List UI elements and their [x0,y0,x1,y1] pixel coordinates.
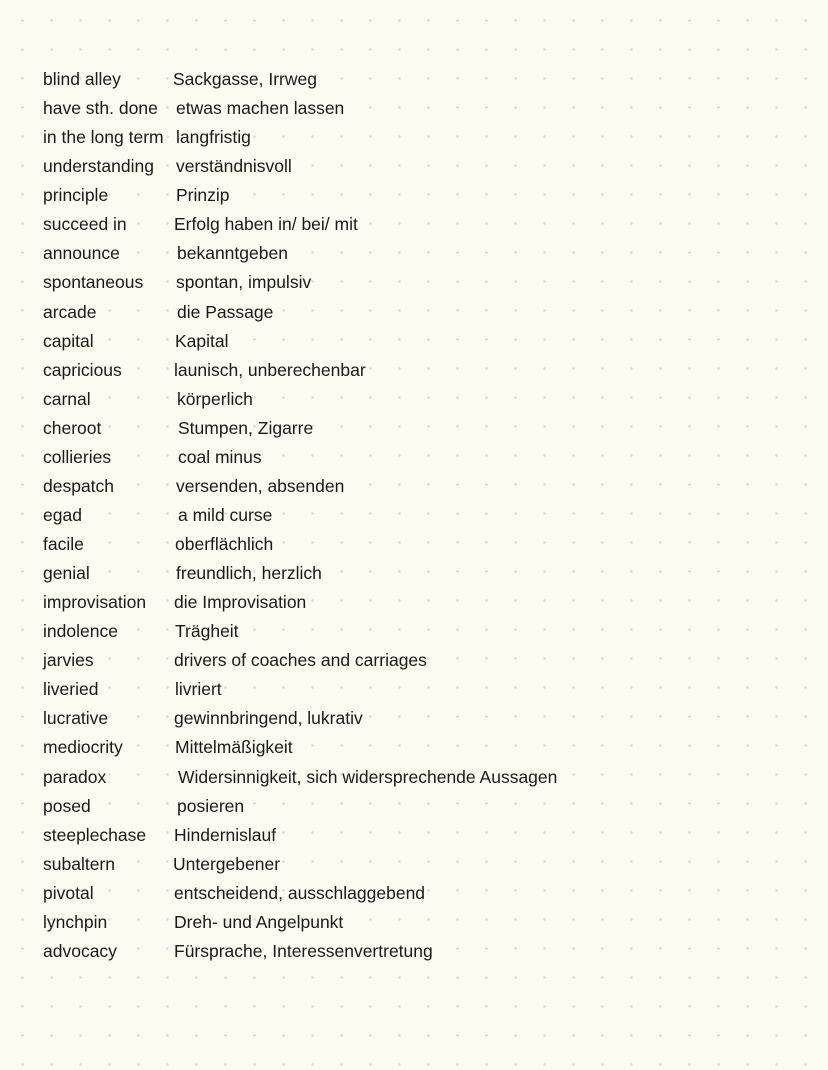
vocab-translation: drivers of coaches and carriages [174,650,427,671]
vocab-translation: a mild curse [178,504,273,525]
vocab-row [0,645,828,674]
vocab-row [0,762,828,791]
vocab-term: steeplechase [43,824,147,845]
vocab-term: egad [43,504,82,525]
vocab-term: understanding [43,156,154,177]
vocab-translation: oberflächlich [175,534,274,554]
vocab-row [0,471,828,500]
vocab-translation: Dreh- und Angelpunkt [174,911,344,932]
vocab-term: lucrative [43,708,109,729]
vocab-translation: Widersinnigkeit, sich widersprechende Aussagen [178,766,558,787]
vocab-row [0,616,828,645]
vocab-row [0,529,828,558]
vocab-term: principle [43,185,109,206]
vocab-row [0,151,828,180]
vocab-translation: entscheidend, ausschlaggebend [174,882,426,903]
vocab-translation: verständnisvoll [176,156,292,177]
vocab-term: advocacy [43,940,117,961]
vocab-translation: gewinnbringend, lukrativ [174,708,363,729]
vocab-translation: Prinzip [176,185,230,206]
vocab-term: jarvies [43,650,94,671]
vocab-row [0,297,828,326]
vocab-term: improvisation [43,592,147,613]
vocab-translation: die Passage [177,301,274,322]
vocab-translation: freundlich, herzlich [176,563,322,584]
vocab-term: mediocrity [43,737,123,758]
vocab-term: genial [43,563,90,584]
vocab-term: arcade [43,301,97,322]
vocab-term: pivotal [43,882,94,903]
vocab-row [0,93,828,122]
vocab-row [0,500,828,529]
vocab-translation: Hindernislauf [174,824,277,845]
vocab-term: announce [43,243,120,264]
vocab-row [0,820,828,849]
vocab-term: in the long term [43,127,164,148]
vocab-translation: livriert [175,679,222,700]
vocab-translation: etwas machen lassen [176,98,345,119]
vocab-translation: bekanntgeben [177,243,288,264]
vocab-row [0,587,828,616]
vocab-term: have sth. done [43,98,158,119]
vocab-row [0,384,828,413]
vocabulary-list [0,64,828,965]
vocab-translation: coal minus [178,446,262,467]
vocab-translation: posieren [177,795,245,816]
vocab-row [0,674,828,703]
vocab-translation: spontan, impulsiv [176,272,312,293]
vocab-translation: versenden, absenden [176,475,345,496]
vocab-row [0,878,828,907]
vocab-translation: Erfolg haben in/ bei/ mit [174,214,358,235]
vocab-row [0,180,828,209]
vocab-term: capital [43,330,94,351]
vocab-translation: körperlich [177,388,253,409]
vocab-term: cheroot [43,417,102,438]
vocab-term: succeed in [43,214,127,235]
vocab-row [0,791,828,820]
vocab-translation: Trägheit [175,621,239,642]
vocab-translation: Untergebener [173,853,281,874]
vocab-translation: Fürsprache, Interessenvertretung [174,940,433,961]
vocab-translation: launisch, unberechenbar [174,359,366,380]
vocab-row [0,64,828,93]
vocab-row [0,703,828,732]
vocab-row [0,558,828,587]
vocab-term: posed [43,795,91,816]
vocab-row [0,267,828,296]
vocab-row [0,732,828,761]
vocab-term: lynchpin [43,911,108,932]
vocab-translation: Sackgasse, Irrweg [173,69,317,89]
vocab-row [0,849,828,878]
vocab-row [0,326,828,355]
vocab-term: paradox [43,766,107,787]
vocab-row [0,413,828,442]
vocab-term: carnal [43,388,91,409]
vocab-translation: Stumpen, Zigarre [178,417,314,438]
vocab-term: despatch [43,475,115,496]
vocab-row [0,907,828,936]
vocab-term: blind alley [43,69,121,89]
vocab-term: spontaneous [43,272,144,293]
vocab-row [0,442,828,471]
vocab-term: facile [43,534,84,554]
vocab-row [0,936,828,965]
vocab-term: subaltern [43,853,115,874]
vocab-term: indolence [43,621,118,642]
vocab-translation: Kapital [175,330,229,351]
vocab-translation: die Improvisation [174,592,307,613]
vocab-row [0,355,828,384]
vocab-row [0,238,828,267]
vocab-row [0,122,828,151]
vocab-term: collieries [43,446,112,467]
vocab-translation: Mittelmäßigkeit [175,737,293,758]
vocab-term: liveried [43,679,99,700]
vocab-row [0,209,828,238]
vocab-translation: langfristig [176,127,251,148]
vocab-term: capricious [43,359,122,380]
